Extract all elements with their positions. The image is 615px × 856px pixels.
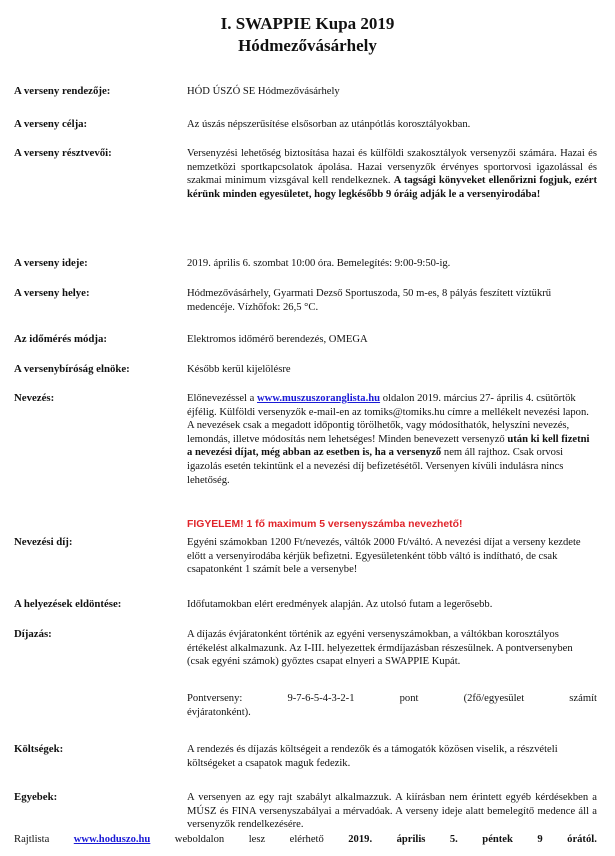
value-eldontese: Időfutamokban elért eredmények alapján. Az utolsó futam a legerősebb.	[187, 599, 493, 610]
nevezes-text1: Előnevezéssel a	[187, 393, 255, 404]
label-nevezes: Nevezés:	[14, 392, 55, 404]
label-eldontese: A helyezések eldöntése:	[14, 598, 122, 610]
footer-word: 9	[537, 834, 543, 845]
label-dij: Nevezési díj:	[14, 536, 73, 548]
resztvevoi-bold-text: A tagsági könyveket ellenőrizni fogjuk, ezért kérünk minden egyesületet, hogy legkésőbb 9 óráig adják le a versenyirodába!	[187, 175, 597, 200]
value-koltsegek: A rendezés és díjazás költségeit a rendezők és a támogatók közösen viselik, a részvételi költségeket a csapatok maguk fedezik.	[187, 744, 558, 769]
footer-word: április	[396, 834, 426, 845]
label-koltsegek: Költségek:	[14, 743, 64, 755]
value-helye: Hódmezővásárhely, Gyarmati Dezső Sportuszoda, 50 m-es, 8 pályás feszített víztükrű medencéje. Vízhőfok: 26,5 °C.	[187, 288, 552, 313]
points-note2: számít	[569, 693, 597, 704]
dijazas-points-row	[187, 692, 597, 706]
nevezes-text3: nem áll rajthoz. Csak orvosi igazolás esetén tekintünk el a nevezési díj befizetésétől. Versenyen kívüli indulásra nincs lehetőség.	[187, 447, 564, 486]
document-title: I. SWAPPIE Kupa 2019	[220, 14, 395, 33]
footer-word: elérhető	[289, 834, 324, 845]
points-unit: pont	[399, 693, 419, 704]
label-idomeres: Az időmérés módja:	[14, 333, 107, 345]
footer-word: 2019.	[348, 834, 373, 845]
value-elnoke: Később kerül kijelölésre	[187, 364, 291, 375]
nevezes-warning: FIGYELEM! 1 fő maximum 5 versenyszámba nevezhető!	[187, 519, 463, 530]
footer-rajtlista	[14, 833, 597, 847]
nevezes-bold-text: után ki kell fizetni a nevezési díjat, még abban az esetben is, ha a versenyző	[187, 433, 590, 459]
label-helye: A verseny helye:	[14, 287, 90, 299]
footer-word: weboldalon	[174, 834, 225, 845]
value-rendezo: HÓD ÚSZÓ SE Hódmezővásárhely	[187, 86, 340, 97]
points-note: (2fő/egyesület	[463, 693, 525, 704]
footer-word: 5.	[449, 834, 458, 845]
value-ideje: 2019. április 6. szombat 10:00 óra. Bemelegítés: 9:00-9:50-ig.	[187, 258, 451, 269]
label-ideje: A verseny ideje:	[14, 257, 88, 269]
label-celja: A verseny célja:	[14, 118, 88, 130]
footer-word: lesz	[248, 834, 266, 845]
document-subtitle: Hódmezővásárhely	[238, 36, 377, 55]
label-rendezo: A verseny rendezője:	[14, 85, 111, 97]
footer-word: órától.	[567, 834, 597, 845]
label-egyebek: Egyebek:	[14, 791, 58, 803]
points-tail: évjáratonként).	[187, 707, 251, 718]
points-label: Pontverseny:	[187, 693, 243, 704]
resztvevoi-text: Versenyzési lehetőség biztosítása hazai és külföldi szakosztályok versenyzői számára. Hazai és nemzetközi sportkapcsolatok ápolása. Hazai versenyzők érvényes sportorvosi igazolással és szakmai minimum vizsgával kell rendelkeznek.	[187, 148, 597, 187]
nevezes-link[interactable]: www.muszuszoranglista.hu	[257, 393, 381, 404]
value-egyebek: A versenyen az egy rajt szabályt alkalmazzuk. A kiírásban nem érintett egyéb kérdésekben a MÚSZ és FINA versenyszabályai a mérvadóak. A verseny ideje alatt bemelegítő medence áll a versenyzők rendelkezésére.	[187, 792, 597, 831]
value-resztvevoi	[187, 147, 597, 201]
label-resztvevoi: A verseny résztvevői:	[14, 147, 112, 159]
label-dijazas: Díjazás:	[14, 628, 52, 640]
footer-word: Rajtlista	[14, 834, 50, 845]
label-elnoke: A versenybíróság elnöke:	[14, 363, 130, 375]
value-dij: Egyéni számokban 1200 Ft/nevezés, váltók 2000 Ft/váltó. A nevezési díjat a verseny kezdete előtt a versenyirodába kérjük befizetni. Egyesületenként több váltó is indítható, de csak csapatonként 1 számít bele a versenybe!	[187, 537, 581, 576]
footer-word: péntek	[482, 834, 513, 845]
nevezes-text2: oldalon 2019. március 27- április 4. csütörtök éjfélig. Külföldi versenyzők e-mail-en az tomiks@tomiks.hu címre a mellékelt nevezési lapon. A nevezések csak a megadott időpontig törölhetők, vagy módosíthatók, helyszíni nevezés, lemondás, illetve módosítás nem lehetséges! Minden benevezett versenyző	[187, 393, 589, 445]
footer-link[interactable]: www.hoduszo.hu	[73, 834, 151, 845]
points-value: 9-7-6-5-4-3-2-1	[287, 693, 355, 704]
value-celja: Az úszás népszerűsítése elsősorban az utánpótlás korosztályokban.	[187, 119, 471, 130]
value-nevezes	[187, 392, 597, 487]
value-idomeres: Elektromos időmérő berendezés, OMEGA	[187, 334, 368, 345]
value-dijazas: A díjazás évjáratonként történik az egyéni versenyszámokban, a váltókban korosztályos értékelést alkalmazunk. Az I-III. helyezettek érmdíjazásban részesülnek. A pontversenyben (csak egyéni számok) győztes csapat elnyeri a SWAPPIE Kupát.	[187, 629, 573, 668]
